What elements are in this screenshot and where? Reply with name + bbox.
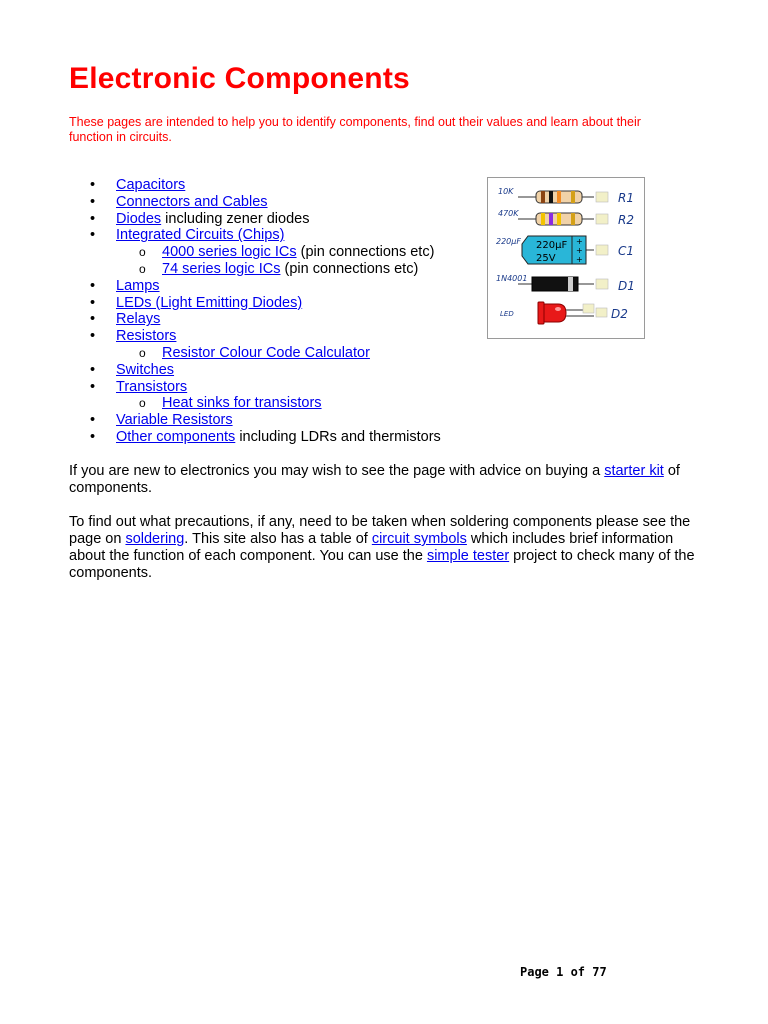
c1-value-text: 220μF	[496, 237, 521, 246]
variable-resistors-link[interactable]: Variable Resistors	[116, 412, 233, 429]
pad-icon	[596, 308, 607, 317]
components-illustration	[487, 177, 645, 339]
list-item	[69, 227, 489, 244]
capacitors-link[interactable]: Capacitors	[116, 177, 186, 193]
lamps-link[interactable]: Lamps	[116, 277, 160, 294]
starter-kit-link[interactable]: starter kit	[604, 463, 664, 479]
page-title: Electronic Components	[69, 62, 410, 95]
paragraph-text: . This site also has a table of	[184, 531, 372, 547]
led-value-text: LED	[500, 310, 514, 318]
intro-text: These pages are intended to help you to identify components, find out their values and learn about their function in circuits.	[69, 115, 641, 144]
other-components-note: including LDRs and thermistors	[235, 428, 441, 445]
list-item	[69, 177, 489, 194]
resistors-link[interactable]: Resistors	[116, 328, 177, 345]
list-item	[69, 295, 489, 312]
ic-74-note: (pin connections etc)	[280, 260, 419, 277]
list-item	[69, 194, 489, 211]
d1-value-text: 1N4001	[496, 274, 528, 283]
leds-link[interactable]: LEDs (Light Emitting Diodes)	[116, 294, 303, 311]
r2-value-text: 470K	[498, 209, 519, 218]
r1-value-text: 10K	[498, 187, 514, 196]
pad-icon	[583, 304, 594, 313]
soldering-paragraph	[69, 514, 699, 582]
r2-label: R2	[618, 213, 634, 227]
ic-4000-link[interactable]: 4000 series logic ICs	[162, 244, 297, 261]
paragraph-text: If you are new to electronics you may wish to see the page with advice on buying a	[69, 463, 605, 479]
resistor-calculator-link[interactable]: Resistor Colour Code Calculator	[162, 344, 370, 361]
soldering-link[interactable]: soldering	[125, 531, 185, 547]
plus-sign: +	[576, 246, 583, 255]
paragraph-text: which includes brief information about the function of each component. You can use the	[69, 531, 674, 564]
c1-label: C1	[618, 244, 635, 258]
paragraph-text: project to check many of the components.	[69, 548, 695, 581]
sub-list-item	[69, 395, 489, 412]
integrated-circuits-link[interactable]: Integrated Circuits (Chips)	[116, 227, 285, 244]
circuit-symbols-link[interactable]: circuit symbols	[371, 531, 467, 547]
plus-sign: +	[576, 255, 583, 264]
switches-link[interactable]: Switches	[116, 361, 175, 378]
sub-list-item	[69, 261, 489, 278]
components-drawing	[488, 178, 644, 338]
list-item	[69, 429, 489, 446]
connectors-link[interactable]: Connectors and Cables	[116, 193, 268, 210]
led-d2-icon	[544, 304, 566, 322]
led-label: D2	[611, 307, 628, 321]
list-item	[69, 311, 489, 328]
relays-link[interactable]: Relays	[116, 311, 161, 328]
list-item	[69, 412, 489, 429]
diodes-link[interactable]: Diodes	[116, 210, 162, 227]
list-item	[69, 362, 489, 379]
sub-list-item	[69, 345, 489, 362]
sub-list-item	[69, 244, 489, 261]
diodes-note: including zener diodes	[161, 210, 310, 227]
paragraph-text: of components.	[69, 463, 680, 496]
ic-4000-note: (pin connections etc)	[296, 244, 435, 261]
capacitor-body-value: 220μF	[536, 240, 568, 251]
list-item	[69, 328, 489, 345]
page-number: Page 1 of 77	[520, 965, 607, 979]
list-item	[69, 278, 489, 295]
component-list	[69, 177, 489, 446]
simple-tester-link[interactable]: simple tester	[426, 548, 510, 564]
ic-74-link[interactable]: 74 series logic ICs	[162, 260, 281, 277]
heat-sinks-link[interactable]: Heat sinks for transistors	[162, 395, 322, 412]
list-item	[69, 211, 489, 228]
pad-icon	[596, 279, 608, 289]
pad-icon	[596, 192, 608, 202]
transistors-link[interactable]: Transistors	[116, 378, 188, 395]
capacitor-body-voltage: 25V	[536, 253, 556, 264]
pad-icon	[596, 245, 608, 255]
r1-label: R1	[618, 191, 634, 205]
plus-sign: +	[576, 237, 583, 246]
d1-label: D1	[618, 279, 635, 293]
list-item	[69, 379, 489, 396]
paragraph-text: To find out what precautions, if any, need to be taken when soldering components please see the page on	[69, 514, 691, 547]
starter-kit-paragraph	[69, 463, 699, 497]
other-components-link[interactable]: Other components	[116, 428, 236, 445]
pad-icon	[596, 214, 608, 224]
